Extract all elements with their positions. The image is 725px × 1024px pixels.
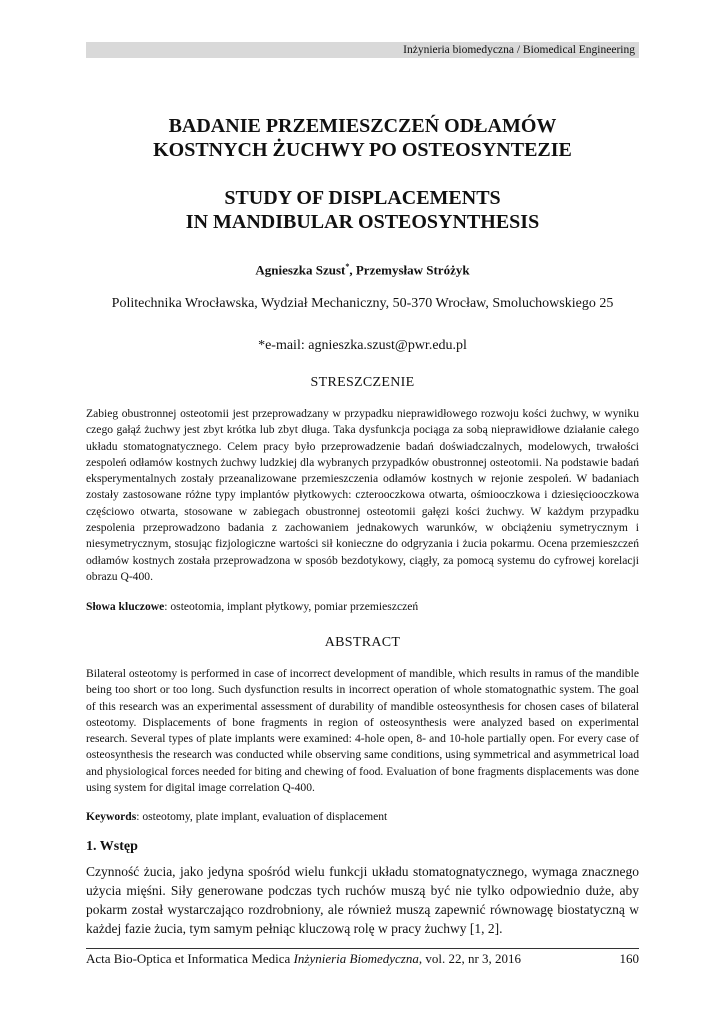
- author-1: Agnieszka Szust: [255, 262, 346, 278]
- footer-volume: , vol. 22, nr 3, 2016: [418, 951, 522, 966]
- running-header: [86, 42, 639, 58]
- keywords-english-label: Keywords: [86, 810, 137, 823]
- abstract-heading: ABSTRACT: [324, 635, 401, 650]
- authors: [86, 262, 639, 278]
- footer-citation: [86, 951, 521, 967]
- email-contact: *e-mail: agnieszka.szust@pwr.edu.pl: [258, 338, 467, 353]
- footer-journal: Acta Bio-Optica et Informatica Medica: [86, 951, 294, 966]
- page-number: 160: [619, 951, 639, 966]
- title-polish: [86, 114, 639, 162]
- keywords-english-text: : osteotomy, plate implant, evaluation of displacement: [136, 810, 388, 823]
- footer-journal-italic: Inżynieria Biomedyczna: [293, 951, 419, 966]
- keywords-polish: [86, 600, 639, 613]
- streszczenie-text: Zabieg obustronnej osteotomii jest przeprowadzany w przypadku nieprawidłowego rozwoju kości żuchwy, w wyniku czego gałąź żuchwy jest zbyt krótka lub zbyt długa. Taka dysfunkcja pociąga za sobą nieprawidłowe działanie całego układu stomatognatycznego. Celem pracy było przeprowadzenie badań doświadczalnych, modelowych, trwałości zespoleń odłamów kostnych żuchwy ludzkiej dla wybranych przypadków obustronnej osteotomii. Na podstawie badań eksperymentalnych zostały przeanalizowane przemieszczenia odłamów kostnych w rejonie zespoleń. W badaniach zostały zastosowane różne typy implantów płytkowych: czterooczkowa otwarta, ośmiooczkowa i dziesięciooczkowa częściowo otwarta, stosowane w zabiegach obustronnej osteotomii gałęzi kości żuchwy. W każdym przypadku zespolenia przeprowadzono badania z zachowaniem jednakowych warunków, w obciążeniu symetrycznym i niesymetrycznym, stosując fizjologiczne wartości sił konieczne do odgryzania i żucia pokarmu. Ocena przemieszczeń odłamów kostnych została przeprowadzona w sposób bezdotykowy, ciągły, za pomocą systemu do cyfrowej korelacji obrazu Q-400.: [86, 407, 639, 583]
- corresponding-mark: *: [345, 262, 350, 271]
- running-title: Inżynieria biomedyczna / Biomedical Engineering: [403, 44, 635, 56]
- streszczenie-heading: STRESZCZENIE: [310, 375, 415, 390]
- title-english: [86, 186, 639, 234]
- title-polish-line-1: BADANIE PRZEMIESZCZEŃ ODŁAMÓW: [168, 115, 557, 137]
- title-english-line-1: STUDY OF DISPLACEMENTS: [224, 187, 501, 209]
- keywords-english: [86, 810, 639, 823]
- keywords-polish-text: : osteotomia, implant płytkowy, pomiar przemieszczeń: [164, 600, 419, 613]
- footer-divider: [86, 948, 639, 949]
- title-english-line-2: IN MANDIBULAR OSTEOSYNTHESIS: [185, 211, 540, 233]
- author-2: , Przemysław Stróżyk: [349, 262, 470, 278]
- intro-paragraph: Czynność żucia, jako jedyna spośród wielu funkcji układu stomatognatycznego, wymaga znacznego użycia mięśni. Siły generowane podczas tych ruchów muszą być nie tylko odpowiednio duże, aby pokarm został wystarczająco rozdrobniony, ale również muszą zapewnić równowagę biostatyczną w każdej fazie żucia, tym samym pełniąc kluczową rolę w pracy żuchwy [1, 2].: [86, 864, 639, 936]
- title-polish-line-2: KOSTNYCH ŻUCHWY PO OSTEOSYNTEZIE: [153, 139, 572, 161]
- keywords-polish-label: Słowa kluczowe: [86, 600, 165, 613]
- section-heading-intro: 1. Wstęp: [86, 839, 138, 854]
- affiliation: Politechnika Wrocławska, Wydział Mechaniczny, 50-370 Wrocław, Smoluchowskiego 25: [111, 296, 614, 311]
- abstract-text: Bilateral osteotomy is performed in case of incorrect development of mandible, which results in ramus of the mandible being too short or too long. Such dysfunction results in incorrect operation of whole stomatognathic system. The goal of this research was an experimental assessment of durability of mandible osteosynthesis for chosen cases of bilateral osteotomy. Displacements of bone fragments in region of osteosynthesis were analyzed based on experimental research. Several types of plate implants were examined: 4-hole open, 8- and 10-hole partially open. For every case of osteosynthesis the research was conducted while observing same conditions, using symmetrical and asymmetrical load and physiological forces needed for biting and chewing of food. Evaluation of bone fragments displacements was done using system for digital image correlation Q-400.: [86, 667, 639, 795]
